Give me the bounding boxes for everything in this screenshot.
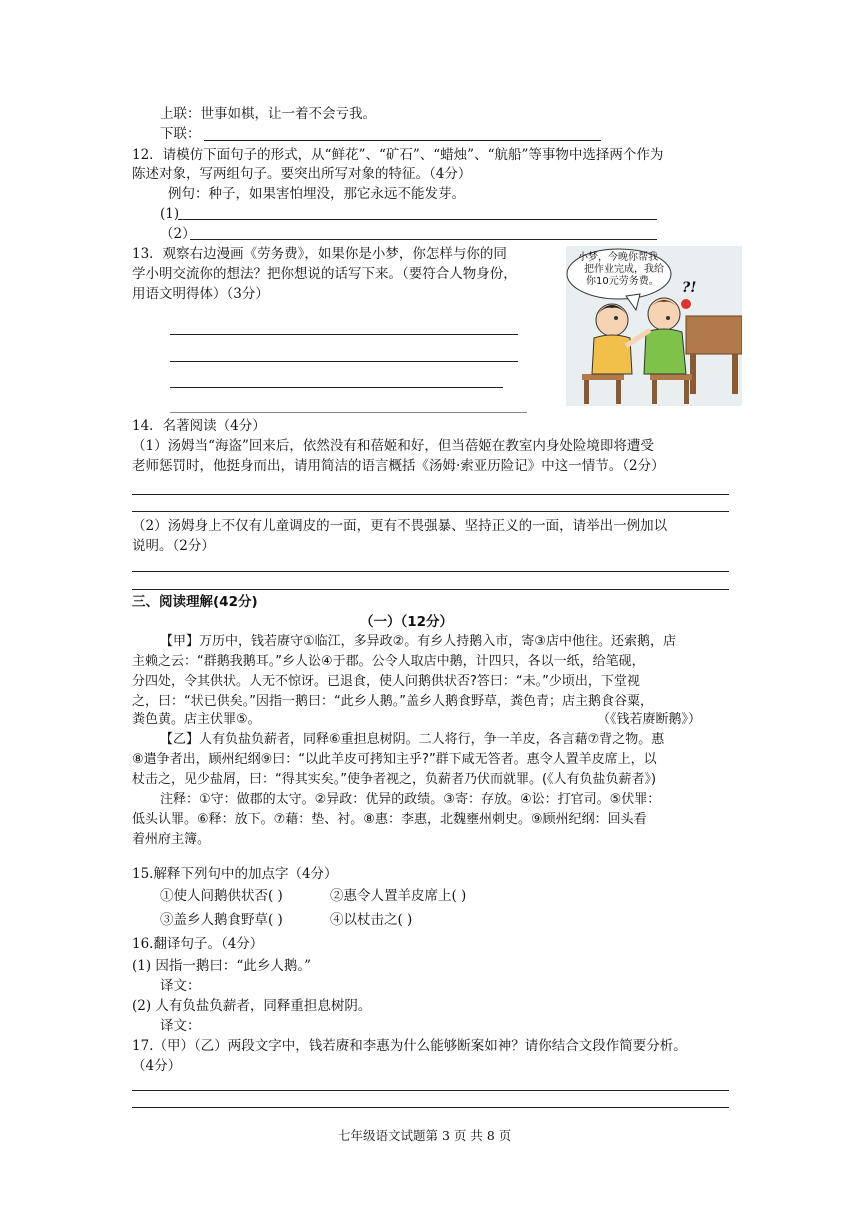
section-3-title: 三、阅读理解(42分) — [132, 594, 258, 610]
q12-answer-line-1[interactable] — [178, 219, 657, 220]
q17-text-1: 17.（甲）（乙）两段文字中，钱若赓和李惠为什么能够断案如神？请你结合文段作简要分析。 — [132, 1038, 687, 1054]
couplet-upper: 上联：世事如棋，让一着不会亏我。 — [160, 106, 376, 122]
q12-text-2: 陈述对象，写两组句子。要突出所写对象的特征。（4分） — [132, 166, 472, 182]
q14-part2-line-1: （2）汤姆身上不仅有儿童调皮的一面，更有不畏强暴、坚持正义的一面，请举出一例加以 — [132, 518, 668, 534]
notes-line-1: 注释：①守：做郡的太守。②异政：优异的政绩。③寄：存放。④讼：打官司。⑤伏罪： — [160, 792, 661, 807]
q14-part1-answer-line-2[interactable] — [132, 511, 729, 512]
q12-blank-1-label: (1) — [160, 206, 180, 222]
q13-answer-line-3[interactable] — [170, 387, 503, 388]
couplet-answer-line[interactable] — [204, 140, 601, 141]
q14-part1-line-1: （1）汤姆当“海盗”回来后，依然没有和蓓姬和好，但当蓓姬在教室内身处险境即将遭受 — [132, 438, 654, 454]
q15-item-b: ②惠令人置羊皮席上( ) — [330, 888, 467, 904]
notes-line-3: 着州府主簿。 — [132, 832, 211, 847]
q15-title: 15.解释下列句中的加点字（4分） — [132, 866, 338, 882]
q16-title: 16.翻译句子。（4分） — [132, 936, 264, 952]
q16-sentence-1: (1) 因指一鹅曰：“此乡人鹅。” — [132, 958, 311, 974]
q16-translation-2-label: 译文： — [160, 1018, 201, 1034]
page-footer: 七年级语文试题第 3 页 共 8 页 — [338, 1128, 512, 1143]
q16-translation-1-label: 译文： — [160, 978, 201, 994]
couplet-lower-label: 下联： — [160, 126, 201, 142]
passage-yi-line-1: 【乙】人有负盐负薪者，同释⑥重担息树阴。二人将行，争一羊皮，各言藉⑦背之物。惠 — [160, 732, 665, 747]
q12-text-1: 12．请模仿下面句子的形式，从“鲜花”、“矿石”、“蜡烛”、“航船”等事物中选择两个作为 — [132, 147, 664, 163]
q16-sentence-2: (2) 人有负盐负薪者，同释重担息树阴。 — [132, 998, 372, 1014]
q14-part1-line-2: 老师惩罚时，他挺身而出，请用简洁的语言概括《汤姆·索亚历险记》中这一情节。（2分） — [132, 458, 665, 474]
passage-jia-line-5: 粪色黄。店主伏罪⑤。 — [132, 712, 261, 727]
cartoon-illustration — [566, 246, 742, 406]
q12-answer-line-2[interactable] — [190, 239, 657, 240]
speech-bubble-line-3: 你10元劳务费。 — [586, 276, 659, 287]
q15-item-c: ③盖乡人鹅食野草( ) — [160, 912, 283, 928]
surprise-mark: ?! — [682, 280, 697, 296]
passage-yi-line-2: ⑧遣争者出，顾州纪纲⑨曰：“以此羊皮可拷知主乎?”群下咸无答者。惠令人置羊皮席上，以 — [132, 752, 657, 767]
passage-yi-line-3: 杖击之，见少盐屑，曰：“得其实矣。”使争者视之，负薪者乃伏而就罪。(《人有负盐负薪者》) — [132, 772, 657, 787]
q17-answer-line-2[interactable] — [132, 1107, 729, 1108]
q13-text-3: 用语文明得体）（3分） — [132, 286, 269, 302]
q14-part2-answer-line-1[interactable] — [132, 571, 729, 572]
passage-jia-line-1: 【甲】万历中，钱若赓守①临江，多异政②。有乡人持鹅入市，寄③店中他往。还索鹅，店 — [160, 634, 676, 649]
speech-bubble-line-1: 小梦，今晚你帮我 — [578, 252, 658, 263]
q13-answer-line-4[interactable] — [170, 412, 527, 413]
section-3-subtitle: （一）（12分） — [360, 614, 454, 630]
q13-answer-line-1[interactable] — [170, 334, 518, 335]
passage-jia-source: （《钱若赓断鹅》） — [597, 712, 702, 727]
q13-text-1: 13．观察右边漫画《劳务费》，如果你是小梦，你怎样与你的同 — [132, 246, 507, 262]
q14-part2-answer-line-2[interactable] — [132, 589, 729, 590]
q17-text-2: （4分） — [132, 1058, 182, 1074]
q12-blank-2-label: （2） — [160, 226, 196, 242]
q13-answer-line-2[interactable] — [170, 361, 518, 362]
notes-line-2: 低头认罪。⑥释：放下。⑦藉：垫、衬。⑧惠：李惠，北魏壅州刺史。⑨顾州纪纲：回头看 — [132, 812, 647, 827]
passage-jia-line-4: 之，曰：“状已供矣。”因指一鹅曰：“此乡人鹅。”盖乡人鹅食野草，粪色青；店主鹅食谷粟， — [132, 694, 653, 709]
q17-answer-line-1[interactable] — [132, 1090, 729, 1091]
speech-bubble-line-2: 把作业完成，我给 — [584, 264, 664, 275]
q14-title: 14．名著阅读（4分） — [132, 418, 266, 434]
q12-example: 例句：种子，如果害怕埋没，那它永远不能发芽。 — [168, 186, 465, 202]
q14-part1-answer-line-1[interactable] — [132, 494, 729, 495]
q15-item-a: ①使人问鹅供状否( ) — [160, 888, 283, 904]
passage-jia-line-3: 分四处，令其供状。人无不惊讶。已退食，使人问鹅供状否?答曰：“未。”少顷出，下堂视 — [132, 674, 640, 689]
q14-part2-line-2: 说明。（2分） — [132, 538, 215, 554]
q13-text-2: 学小明交流你的想法？把你想说的话写下来。（要符合人物身份， — [132, 266, 517, 282]
q15-item-d: ④以杖击之( ) — [330, 912, 413, 928]
passage-jia-line-2: 主赖之云：“群鹅我鹅耳。”乡人讼④于郡。公令人取店中鹅，计四只，各以一纸，给笔砚， — [132, 654, 645, 669]
